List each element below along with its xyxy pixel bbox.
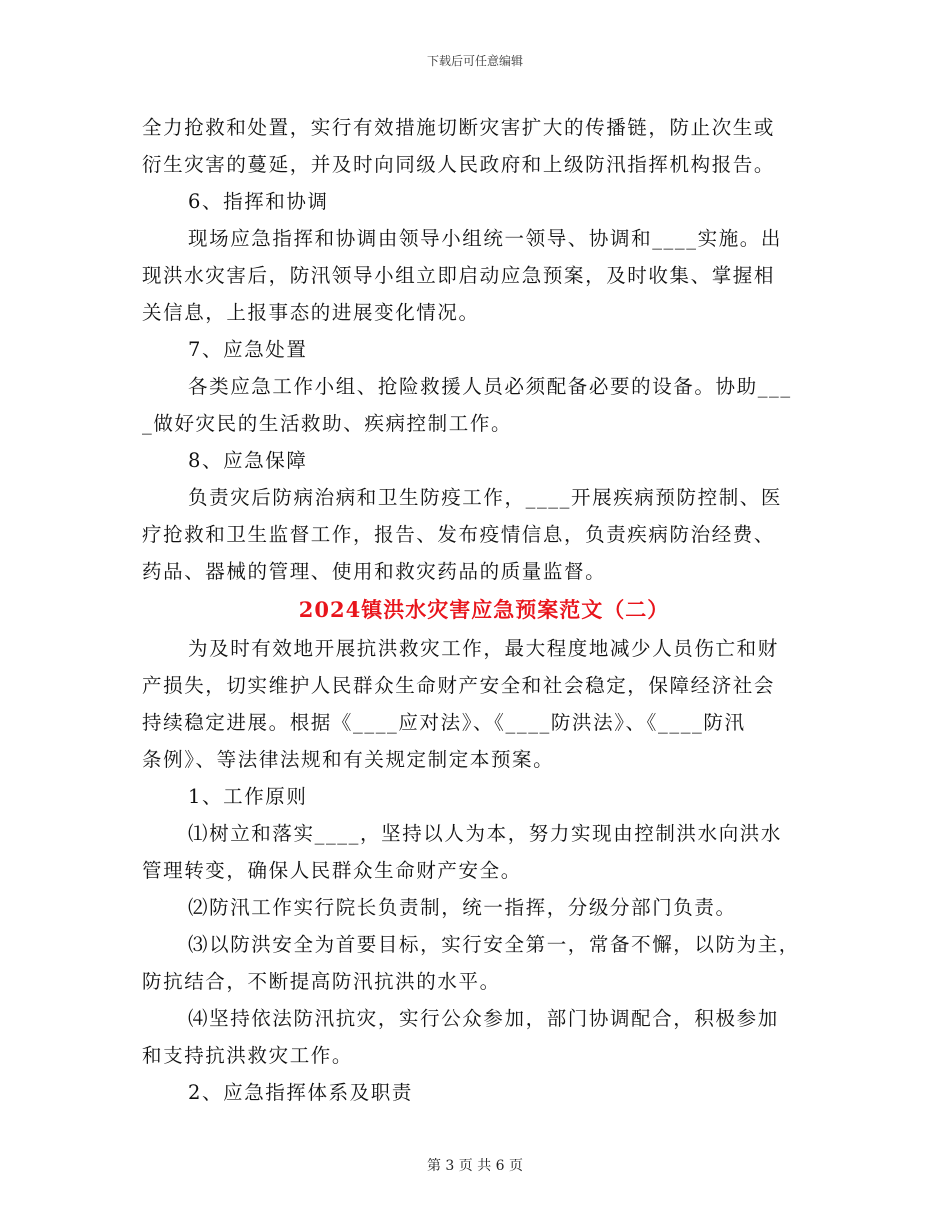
paragraph-line: 负责灾后防病治病和卫生防疫工作，____开展疾病预防控制、医 xyxy=(188,486,783,509)
paragraph-line: 现场应急指挥和协调由领导小组统一领导、协调和____实施。出 xyxy=(188,227,783,250)
list-item: ⑷坚持依法防汛抗灾，实行公众参加，部门协调配合，积极参加 xyxy=(188,1007,779,1030)
paragraph-line: 防抗结合，不断提高防汛抗洪的水平。 xyxy=(142,970,501,993)
list-item: ⑵防汛工作实行院长负责制，统一指挥，分级分部门负责。 xyxy=(188,896,737,919)
section-heading: 6、指挥和协调 xyxy=(188,190,329,213)
section-heading: 1、工作原则 xyxy=(188,785,308,808)
paragraph-line: 衍生灾害的蔓延，并及时向同级人民政府和上级防汛指挥机构报告。 xyxy=(142,153,776,176)
section-heading: 2、应急指挥体系及职责 xyxy=(188,1081,414,1104)
paragraph-line: 为及时有效地开展抗洪救灾工作，最大程度地减少人员伤亡和财 xyxy=(188,637,779,660)
paragraph-line: _做好灾民的生活救助、疾病控制工作。 xyxy=(142,412,513,435)
document-title: 2024镇洪水灾害应急预案范文（二） xyxy=(298,597,670,622)
paragraph-line: 持续稳定进展。根据《____应对法》、《____防洪法》、《____防汛 xyxy=(142,711,746,734)
paragraph-line: 全力抢救和处置，实行有效措施切断灾害扩大的传播链，防止次生或 xyxy=(142,116,776,139)
paragraph-line: 条例》、等法律法规和有关规定制定本预案。 xyxy=(142,748,555,771)
paragraph-line: 关信息，上报事态的进展变化情况。 xyxy=(142,301,480,324)
paragraph-line: 药品、器械的管理、使用和救灾药品的质量监督。 xyxy=(142,560,607,583)
page-header: 下载后可任意编辑 xyxy=(426,54,523,68)
paragraph-line: 管理转变，确保人民群众生命财产安全。 xyxy=(142,859,522,882)
page-footer: 第 3 页 共 6 页 xyxy=(426,1158,524,1174)
paragraph-line: 产损失，切实维护人民群众生命财产安全和社会稳定，保障经济社会 xyxy=(142,674,776,697)
list-item: ⑴树立和落实____，坚持以人为本，努力实现由控制洪水向洪水 xyxy=(188,822,783,845)
document-body xyxy=(142,109,826,1111)
paragraph-line: 和支持抗洪救灾工作。 xyxy=(142,1044,354,1067)
paragraph-line: 现洪水灾害后，防汛领导小组立即启动应急预案，及时收集、掌握相 xyxy=(142,264,776,287)
section-heading: 8、应急保障 xyxy=(188,449,308,472)
paragraph-line: 疗抢救和卫生监督工作，报告、发布疫情信息，负责疾病防治经费、 xyxy=(142,523,776,546)
list-item: ⑶以防洪安全为首要目标，实行安全第一，常备不懈，以防为主， xyxy=(188,933,800,956)
paragraph-line: 各类应急工作小组、抢险救援人员必须配备必要的设备。协助___ xyxy=(188,375,792,398)
section-heading: 7、应急处置 xyxy=(188,338,308,361)
